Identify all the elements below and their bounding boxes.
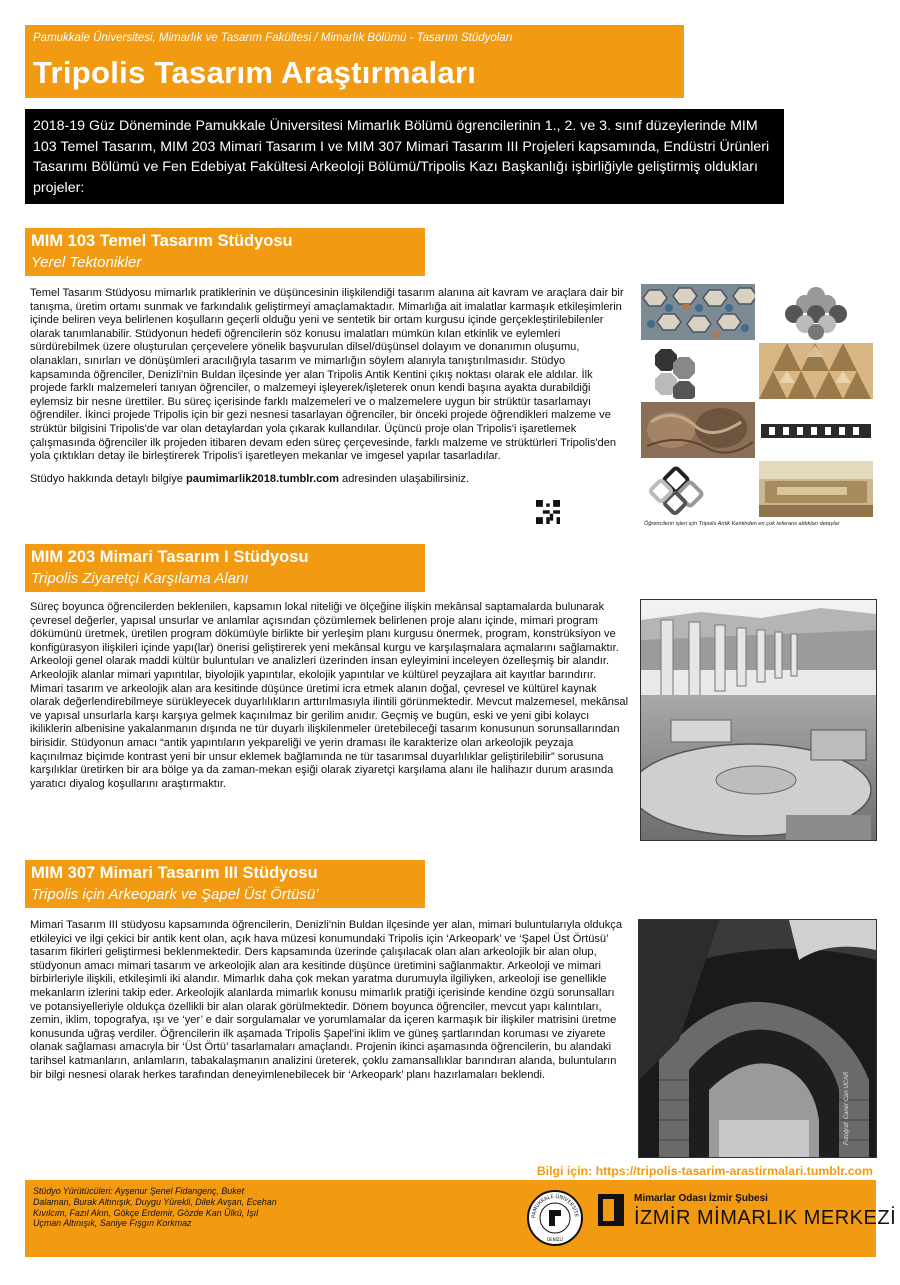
stone-relief-image xyxy=(641,402,755,458)
knot-pattern-image xyxy=(641,461,755,517)
header-subtitle: Pamukkale Üniversitesi, Mimarlık ve Tasarım Fakültesi / Mimarlık Bölümü - Tasarım Stüdyoları xyxy=(33,32,513,44)
studio-link[interactable]: paumimarlik2018.tumblr.com xyxy=(186,472,339,485)
studio-credits: Stüdyo Yürütücüleri: Ayşenur Şenel Fidangenç, Buket Dalaman, Burak Altınışık, Duygu Yürekli, Dilek Avşan, Ecehan Kıvılcım, Fazıl Akın, Gökçe Erdemir, Gözde Kan Ülkü, Işıl Uçman Altınışık, Saniye Fışgın Korkmaz xyxy=(33,1186,277,1229)
footer-bar xyxy=(25,1180,897,1257)
chapel-vault-photo xyxy=(638,919,877,1158)
section-header-mim203 xyxy=(25,544,425,592)
section-paragraph: Mimari Tasarım III stüdyosu kapsamında öğrencilerin, Denizli'nin Buldan ilçesinde yer alan, mimari buluntularıyla oldukça etkileyici ve ilgi çekici bir antik kent olan, açık hava müzesi konumundaki Tripolis için ‘Arkeopark’ ve ‘Şapel Üst Örtüsü’ tasarım fikirleri geliştirmesi beklenmektedir. Ders kapsamında üzerinde çalışılacak olan alan arkeolojik bir alan olup, stüdyonun amacı mimari tasarım ve arkeolojik alan ara kesitinde düşünce üretimini sağlanmaktır. Arkeoloji ve mimari birbirleriyle ilişkili, etkileşimli iki alandır. Mimarlık daha çok mekan yaratma durumuyla ilgiliyken, arkeoloji ise genellikle mekanların izlerini takip eder. Arkeolojik alanlarda mimarlık konusu mimarlık pratiği içerisinde kendine özgü sorunsalları ve potansiyelleriyle oldukça özellikli bir alan olarak görülmektedir. Dönem boyunca öğrenciler, mevcut yapı kalıntıları, zemin, iklim, topografya, ışı ve ‘yer’ e dair sorgulamalar ve yorumlamalar da içeren karmaşık bir ilişkiler matrisini üretme konusunda uğraş verdiler. Öğrencilerin ilk aşamada Tripolis Şapel'ini iklim ve güneş şartlarından koruması ve ziyarete olanak sağlaması amacıyla bir ‘Üst Örtü’ tasarlamaları amaçlandı. Projenin ikinci aşamasında öğrencilerin, bu alandaki tarihsel katmanların, anlamların, tabakalaşmanın analizini üreterek, çoklu zamansallıklar barındıran alanda, buluntuların bir bilgi nesnesi olarak herkes tarafından deneyimlenebilecek bir ‘Arkeopark’ planı hazırlamaları beklendi. xyxy=(30,919,623,1081)
org-center-name: İZMİR MİMARLIK MERKEZİ xyxy=(634,1207,897,1229)
reference-details-grid xyxy=(641,284,873,518)
section-title: MIM 307 Mimari Tasarım III Stüdyosu xyxy=(31,864,318,882)
section-subtitle: Tripolis Ziyaretçi Karşılama Alanı xyxy=(31,570,249,587)
section-body-mim103 xyxy=(30,287,628,486)
mosaic-detail-image xyxy=(641,284,755,340)
photo-credit: Fotoğraf: Caner Can UCAR xyxy=(844,1071,850,1145)
info-link[interactable]: Bilgi için: https://tripolis-tasarim-arastirmalari.tumblr.com xyxy=(536,1164,873,1178)
page-title: Tripolis Tasarım Araştırmaları xyxy=(33,55,477,90)
chamber-of-architects-logo-icon xyxy=(598,1194,624,1226)
section-title: MIM 203 Mimari Tasarım I Stüdyosu xyxy=(31,548,309,566)
section-body-mim203 xyxy=(30,601,629,791)
university-seal-logo xyxy=(525,1188,585,1248)
studio-info-prefix: Stüdyo hakkında detaylı bilgiye xyxy=(30,472,187,485)
section-title: MIM 103 Temel Tasarım Stüdyosu xyxy=(31,232,293,250)
triangle-floor-image xyxy=(759,343,873,399)
qr-code-icon xyxy=(536,500,560,524)
intro-text: 2018-19 Güz Döneminde Pamukkale Üniversitesi Mimarlık Bölümü ögrencilerinin 1., 2. ve 3. sınıf düzeylerinde MIM 103 Temel Tasarım, MIM 203 Mimari Tasarım I ve MIM 307 Mimari Tasarım III Projeleri kapsamında, Endüstri Ürünleri Tasarımı Bölümü ve Fen Edebiyat Fakültesi Arkeoloji Bölümü/Tripolis Kazı Başkanlığı işbirliğiyle geliştirmiş oldukları projeler: xyxy=(33,118,770,196)
section-body-mim307 xyxy=(30,919,626,1082)
section-paragraph: Süreç boyunca öğrencilerden beklenilen, kapsamın lokal niteliği ve ölçeğine ilişkin mekânsal saptamalarda bulunarak çevresel değerler, yapısal unsurlar ve anlamlar açısından çözümlemek belirlenen proje alanı içinde, mimari program dökümünü üretmek, üretilen program dökümüyle birlikte bir yerleşim planı kurgusu önermek, program, konstrüksiyon ve konfigürasyon ilişkileri içinde yapı(lar) önerisi geliştirerek yeni mekânsal kurgu ve karşılaşmalara açmalarını sağlamaktır. Arkeoloji genel olarak maddi kültür buluntuları ve analizleri üzerinden insan eyleyimini inceleyen özelleşmiş bir alandır. Arkeolojik alanlar mimari yapıntılar, biyolojik yapıntılar, ekolojik yapıntılar ve kültürel peyzajlara ait kayıtlar barındırır. Mimari tasarım ve arkeolojik alan ara kesitinde düşünce üretimi icra etmek alanın doğal, çevresel ve kültürel kaynak olarak değerlendirebilmeye sürükleyecek duyarlılıkların arttırılmasıyla ilintili görünmektedir. Mevcut malzemesel, mekânsal ve yapısal unsurlarla karşı karşıya gelmek kaçınılmaz bir gerilim anıdır. Geçmiş ve bugün, eski ve yeni gibi kolaycı ikiliklerin albenisine yakalanmanın dışında ne tür duyarlı ilişkilenmeler üretebileceği tasarım konusunun sorunsallarından birisidir. Stüdyonun amacı “antik yapıntıların yekpareliği ve yerin draması ile karakterize olan arkeolojik peyzaja kaçınılmaz biçimde kontrast yeni bir unsur eklemek bağlamında ne tür tasarımsal duyarlılıklar geliştirilebilir” sorusuna karşılıklar üretirken bir ara bölge ya da zaman-mekan eşiği olarak ziyaretçi karşılama alanı ile halihazır durum arasında yaratıcı diyalog koşullarını araştırmaktır. xyxy=(30,601,629,790)
section-header-mim307 xyxy=(25,860,425,908)
scale-pattern-image xyxy=(759,284,873,340)
section-subtitle: Yerel Tektonikler xyxy=(31,254,142,271)
intro-box xyxy=(25,109,784,204)
section-paragraph: Temel Tasarım Stüdyosu mimarlık pratiklerinin ve düşüncesinin ilişkilendiği tasarım alanına ait kavram ve araçlara dair bir tanışma, üretim ortamı sunmak ve farkındalık geliştirmeyi amaçlamaktadır. Mimarlığa ait imalatlar karmaşık etkileşimlerin içinde beliren veya belirlenen koşulların geçerli olduğu yeni ve sentetik bir ortam kurgusu içinde gerçekleştirilebilenler olarak tanımlanabilir. Stüdyonun hedefi öğrencilerin söz konusu imalatları mümkün kılan etkinlik ve eylemleri sürdürebilmek üzere oluşturulan çerçevelere yönelik başvurulan dilsel/düşünsel dolayım ve donanımın oluşumu, olanakları, sınırları ve dönüşümleri aracılığıyla tasarım ve mimarlığın söylem alanıyla tanıştırılmasıdır. Stüdyo kapsamında öğrenciler, Denizli'nin Buldan ilçesinde yer alan Tripolis Antik Kentini çıkış noktası olarak ele aldılar. İlk projede farklı malzemeleri tanıyan öğrenciler, o malzemeyi işleyerek/işleterek onun kendi başına ayakta durabildiği eylemsiz bir nesne ürettiler. Bu süreç içerisinde farklı malzemeleri ve o malzemelere uygun bir strüktür tasarlamayı öğrendiler. İkinci projede Tripolis için bir gezi nesnesi tasarlayan öğrenciler, bir önceki projede öğrendikleri malzeme ve strüktür bilgisini Tripolis'de var olan detaylardan yola çıkarak kullandılar. Üçüncü proje olan Tripolis'i işaretlemek çalışmasında öğrenciler ilk projeden itibaren devam eden süreç çerçevesinde, farklı malzeme ve strüktürleri Tripolis'den yola çıktıkları detay ile birleştirerek Tripolis'i işaretleyen mekanlar ve imgesel yapılar tasarladılar. xyxy=(30,287,624,463)
stone-block-image xyxy=(759,461,873,517)
section-header-mim103 xyxy=(25,228,425,276)
studio-info-line xyxy=(30,473,628,487)
header-banner xyxy=(25,25,684,98)
org-name: Mimarlar Odası İzmir Şubesi xyxy=(634,1193,768,1204)
studio-info-suffix: adresinden ulaşabilirsiniz. xyxy=(338,472,470,485)
seal-ring-text: PAMUKKALE ÜNİVERSİTE xyxy=(530,1193,580,1219)
section-subtitle: Tripolis için Arkeopark ve Şapel Üst Örtüsü’ xyxy=(31,886,319,903)
figure-caption: Öğrencilerin işleri için Tripolis Antik Kentinden en çok referans aldıkları detaylar xyxy=(644,521,840,527)
octagon-pattern-image xyxy=(641,343,755,399)
seal-city: DENİZLİ xyxy=(547,1237,563,1242)
carved-band-image xyxy=(759,402,873,458)
column-ruins-photo xyxy=(640,599,877,841)
